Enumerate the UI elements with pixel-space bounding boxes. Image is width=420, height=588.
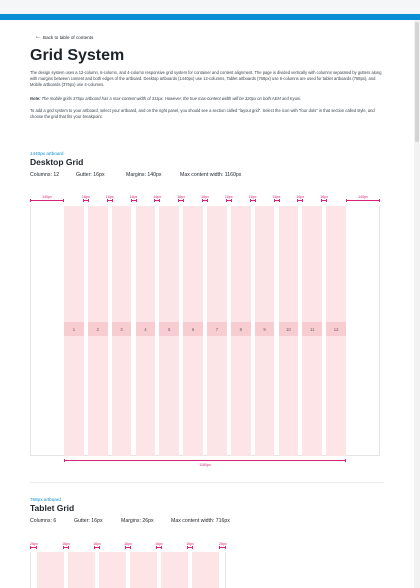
- back-link-label: Back to table of contents: [43, 34, 94, 40]
- column-number: 11: [310, 326, 315, 332]
- tablet-specs: [30, 518, 230, 524]
- grid-column: [37, 552, 64, 588]
- grid-column: [161, 552, 188, 588]
- grid-column: [192, 552, 219, 588]
- column-number: 5: [168, 326, 171, 332]
- gutter-label: 16px: [320, 195, 329, 199]
- gutter-label: 16px: [224, 195, 233, 199]
- gutter-label: 16px: [296, 195, 305, 199]
- gutter-label: 16px: [105, 195, 114, 199]
- gutter-measure: [94, 547, 100, 548]
- intro-paragraph: The design system uses a 12-column, 6-column, and 4-column responsive grid system for container and content alignment. The page is divided vertically with columns separated by gutters along with margins between content and both edges of the artboard. Desktop artboards (1440px) use 12-columns, Tablet artboards (768px) use 6-columns are used for tablet artboards (768px), and Mobile artboards (375px) use 4-columns.: [30, 70, 382, 88]
- desktop-max-width: Max content width: 1160px: [180, 172, 242, 178]
- gutter-measure: [274, 200, 280, 201]
- gutter-measure: [63, 547, 69, 548]
- gutter-label: 16px: [124, 542, 132, 546]
- column-number: 9: [263, 326, 266, 332]
- arrow-left-icon: ←: [35, 34, 41, 40]
- desktop-gutter: Gutter: 16px: [76, 172, 105, 178]
- gutter-measure: [83, 200, 89, 201]
- page-title: Grid System: [30, 47, 125, 64]
- gutter-label: 16px: [81, 195, 90, 199]
- tablet-title: Tablet Grid: [30, 503, 75, 513]
- column-number: 12: [333, 326, 339, 332]
- gutter-label: 16px: [155, 542, 163, 546]
- note-paragraph: [30, 96, 385, 102]
- content-width-label: 1160px: [199, 463, 211, 467]
- gutter-label: 16px: [201, 195, 209, 199]
- gutter-measure: [156, 547, 162, 548]
- gutter-label: 16px: [177, 195, 186, 199]
- tablet-max-width: Max content width: 716px: [171, 518, 230, 524]
- tablet-margins: Margins: 26px: [121, 518, 154, 524]
- gutter-label: 16px: [248, 195, 257, 199]
- gutter-measure: [187, 547, 193, 548]
- gutter-measure: [107, 200, 113, 201]
- grid-column: [68, 552, 95, 588]
- margin-label: 140px: [42, 195, 52, 199]
- desktop-title: Desktop Grid: [30, 157, 84, 167]
- gutter-label: 16px: [153, 195, 162, 199]
- browser-top-bar: [0, 0, 420, 14]
- gutter-label: 16px: [272, 195, 281, 199]
- column-number: 2: [96, 326, 99, 332]
- gutter-measure: [178, 200, 184, 201]
- margin-measure: [30, 547, 37, 548]
- grid-column: [99, 552, 126, 588]
- gutter-measure: [250, 200, 256, 201]
- content-width-measure: [64, 460, 346, 461]
- margin-label: 26px: [219, 542, 227, 546]
- column-number: 10: [286, 326, 291, 332]
- gutter-measure: [125, 547, 131, 548]
- column-number: 6: [191, 326, 195, 332]
- column-number: 4: [144, 326, 147, 332]
- instructions-paragraph: To add a grid system to your artboard, select your artboard, and on the right panel, you should see a section called "layout grid". Select the icon with "four dots" in that section called style, and choose the grid that fits your breakpoint.: [30, 108, 375, 120]
- gutter-measure: [297, 200, 303, 201]
- back-to-toc-link[interactable]: [35, 34, 93, 40]
- gutter-label: 16px: [62, 542, 70, 546]
- note-label: Note:: [30, 96, 41, 101]
- margin-measure: [30, 200, 64, 201]
- desktop-specs: [30, 172, 241, 178]
- column-number: 7: [215, 326, 219, 332]
- gutter-label: 16px: [129, 195, 138, 199]
- desktop-margins: Margins: 140px: [126, 172, 162, 178]
- margin-label: 140px: [358, 195, 368, 199]
- margin-label: 26px: [30, 542, 38, 546]
- column-number: 3: [120, 326, 123, 332]
- gutter-measure: [131, 200, 137, 201]
- column-number: 1: [72, 326, 76, 332]
- section-divider: [30, 482, 384, 483]
- tablet-eyebrow: 768px artboard: [30, 497, 61, 502]
- column-number: 8: [239, 326, 242, 332]
- tablet-columns: Columns: 6: [30, 518, 57, 524]
- gutter-measure: [321, 200, 327, 201]
- scrollbar-thumb[interactable]: [415, 22, 419, 142]
- desktop-eyebrow: 1440px artboard: [30, 151, 64, 156]
- margin-measure: [219, 547, 226, 548]
- gutter-measure: [154, 200, 160, 201]
- note-text: The mobile grids 375px artboard has a max-content width of 311px. However, the true max-content width will be 320px on both AEM and Kyuni.: [41, 96, 302, 101]
- margin-measure: [346, 200, 380, 201]
- gutter-label: 16px: [93, 542, 101, 546]
- grid-column: [130, 552, 157, 588]
- gutter-measure: [202, 200, 208, 201]
- gutter-label: 16px: [186, 542, 194, 546]
- gutter-measure: [226, 200, 232, 201]
- tablet-gutter: Gutter: 16px: [74, 518, 103, 524]
- brand-stripe: [0, 14, 420, 20]
- desktop-columns: Columns: 12: [30, 172, 60, 178]
